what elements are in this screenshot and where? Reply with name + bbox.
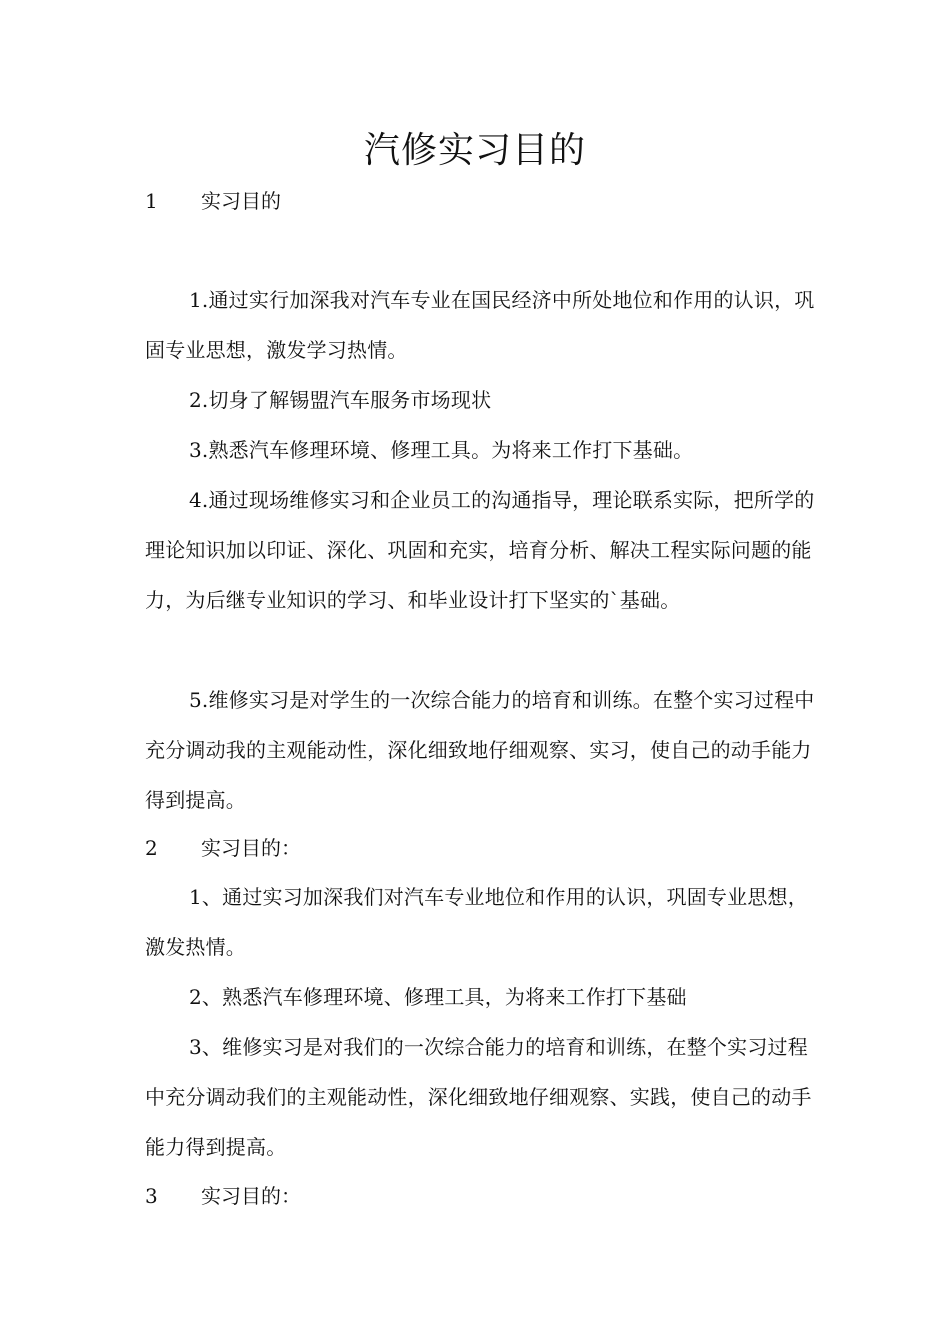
- section-heading-text: 实习目的：: [201, 836, 301, 860]
- section-heading-1: [145, 186, 281, 216]
- document-title: 汽修实习目的: [363, 130, 586, 171]
- section-number: 3: [145, 1184, 158, 1208]
- section-number: 1: [145, 189, 158, 213]
- section-heading-3: [145, 1181, 301, 1211]
- paragraph: 4.通过现场维修实习和企业员工的沟通指导，理论联系实际，把所学的理论知识加以印证、深化、巩固和充实，培育分析、解决工程实际问题的能力，为后继专业知识的学习、和毕业设计打下坚实的`基础。: [145, 488, 815, 612]
- paragraph: 3、维修实习是对我们的一次综合能力的培育和训练，在整个实习过程中充分调动我们的主观能动性，深化细致地仔细观察、实践，使自己的动手能力得到提高。: [145, 1035, 812, 1159]
- paragraph: 2、熟悉汽车修理环境、修理工具，为将来工作打下基础: [189, 985, 687, 1009]
- paragraph: 5.维修实习是对学生的一次综合能力的培育和训练。在整个实习过程中充分调动我的主观能动性，深化细致地仔细观察、实习，使自己的动手能力得到提高。: [145, 688, 815, 812]
- paragraph: 1、通过实习加深我们对汽车专业地位和作用的认识，巩固专业思想，激发热情。: [145, 885, 808, 959]
- paragraph: 1.通过实行加深我对汽车专业在国民经济中所处地位和作用的认识，巩固专业思想，激发学习热情。: [145, 288, 815, 362]
- paragraph: 2.切身了解锡盟汽车服务市场现状: [189, 388, 492, 412]
- section-heading-text: 实习目的：: [201, 1184, 301, 1208]
- section-heading-text: 实习目的: [201, 189, 281, 213]
- section-number: 2: [145, 836, 158, 860]
- paragraph: 3.熟悉汽车修理环境、修理工具。为将来工作打下基础。: [189, 438, 694, 462]
- section-heading-2: [145, 833, 301, 863]
